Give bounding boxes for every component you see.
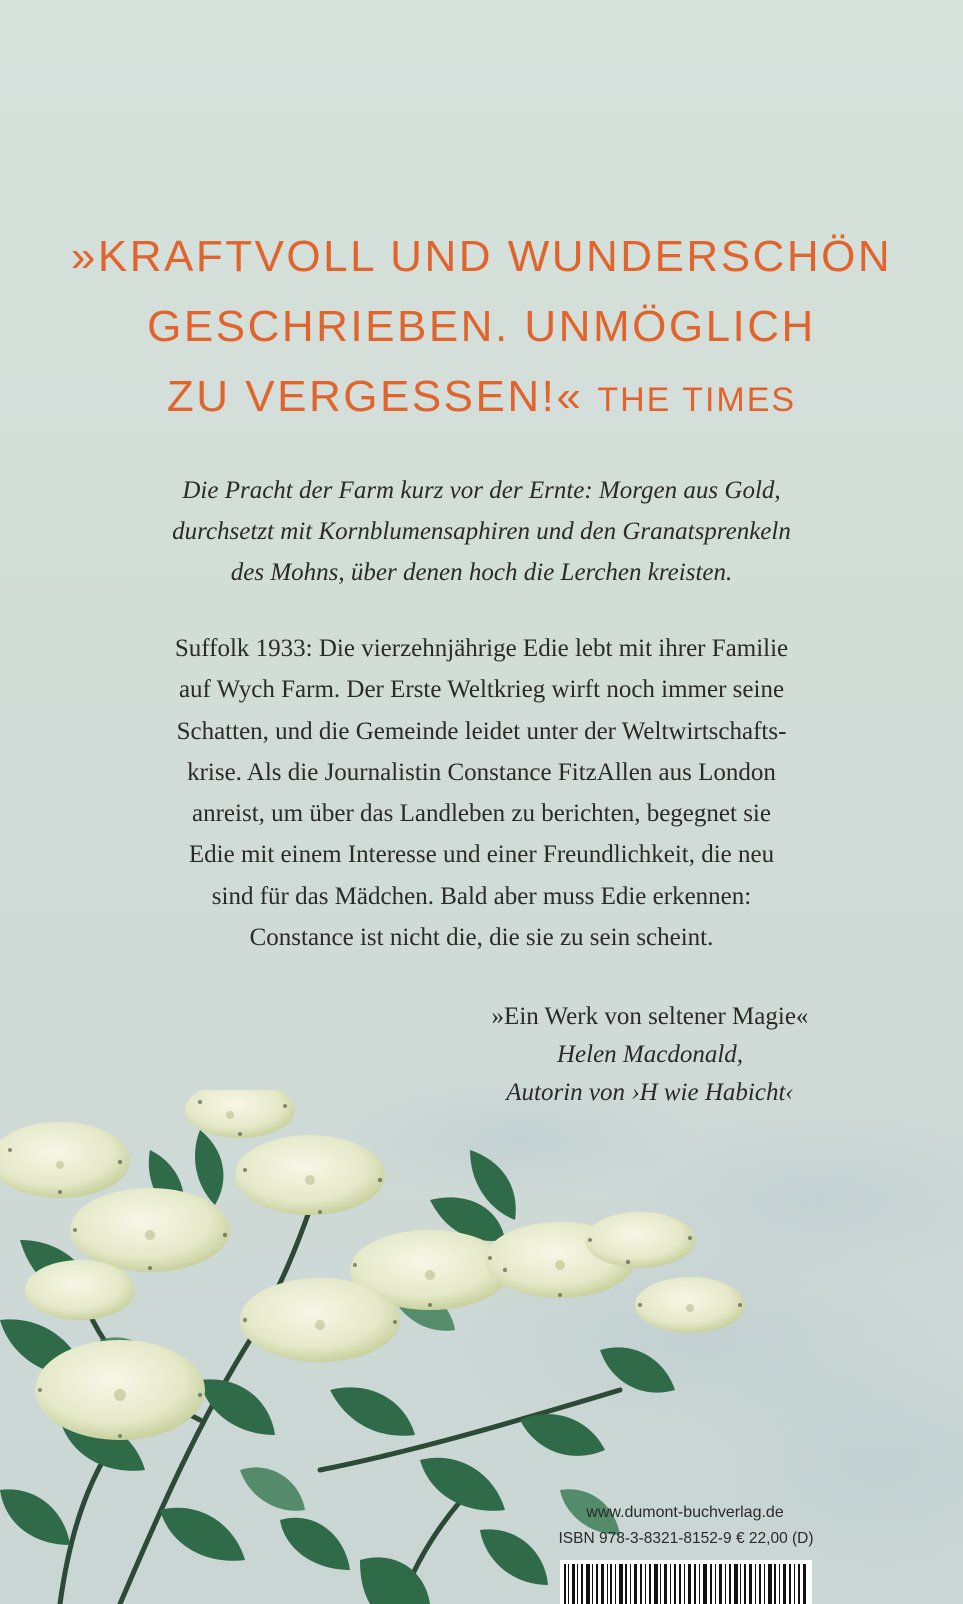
excerpt-line: durchsetzt mit Kornblumensaphiren und den Granatsprenkeln <box>172 518 791 545</box>
headline-line-1: »KRAFTVOLL UND WUNDERSCHÖN <box>70 232 893 281</box>
excerpt-line: des Mohns, über denen hoch die Lerchen kreisten. <box>230 559 733 586</box>
blurb-line: Constance ist nicht die, die sie zu sein scheint. <box>249 924 714 952</box>
review-author-credit: Autorin von ›H wie Habicht‹ <box>506 1079 794 1106</box>
review-author: Helen Macdonald, <box>556 1041 744 1068</box>
isbn-price: ISBN 978-3-8321-8152-9 € 22,00 (D) <box>558 1530 814 1547</box>
review-text: »Ein Werk von seltener Magie« <box>491 1003 809 1030</box>
blurb-line: Edie mit einem Interesse und einer Freundlichkeit, die neu <box>188 841 775 869</box>
book-excerpt <box>60 470 903 593</box>
headline-line-3 <box>0 362 963 435</box>
publisher-website: www.dumont-buchverlag.de <box>586 1504 784 1521</box>
blurb-line: anreist, um über das Landleben zu berichten, begegnet sie <box>192 800 771 828</box>
blurb-line: Suffolk 1933: Die vierzehnjährige Edie lebt mit ihrer Familie <box>174 635 789 662</box>
headline-line-2: GESCHRIEBEN. UNMÖGLICH <box>147 302 816 351</box>
book-blurb <box>60 628 903 958</box>
barcode <box>560 1560 812 1604</box>
elderflower-illustration <box>0 1090 760 1604</box>
blurb-line: sind für das Mädchen. Bald aber muss Edie erkennen: <box>211 882 752 910</box>
blurb-line: Schatten, und die Gemeinde leidet unter der Weltwirtschafts- <box>176 717 787 745</box>
blurb-line: krise. Als die Journalistin Constance FitzAllen aus London <box>187 758 776 786</box>
blurb-line: auf Wych Farm. Der Erste Weltkrieg wirft noch immer seine <box>178 676 785 704</box>
headline-quote <box>0 222 963 435</box>
headline-line-3-text: ZU VERGESSEN!« <box>166 372 584 421</box>
headline-source: THE TIMES <box>597 381 797 419</box>
excerpt-line: Die Pracht der Farm kurz vor der Ernte: Morgen aus Gold, <box>182 477 781 504</box>
